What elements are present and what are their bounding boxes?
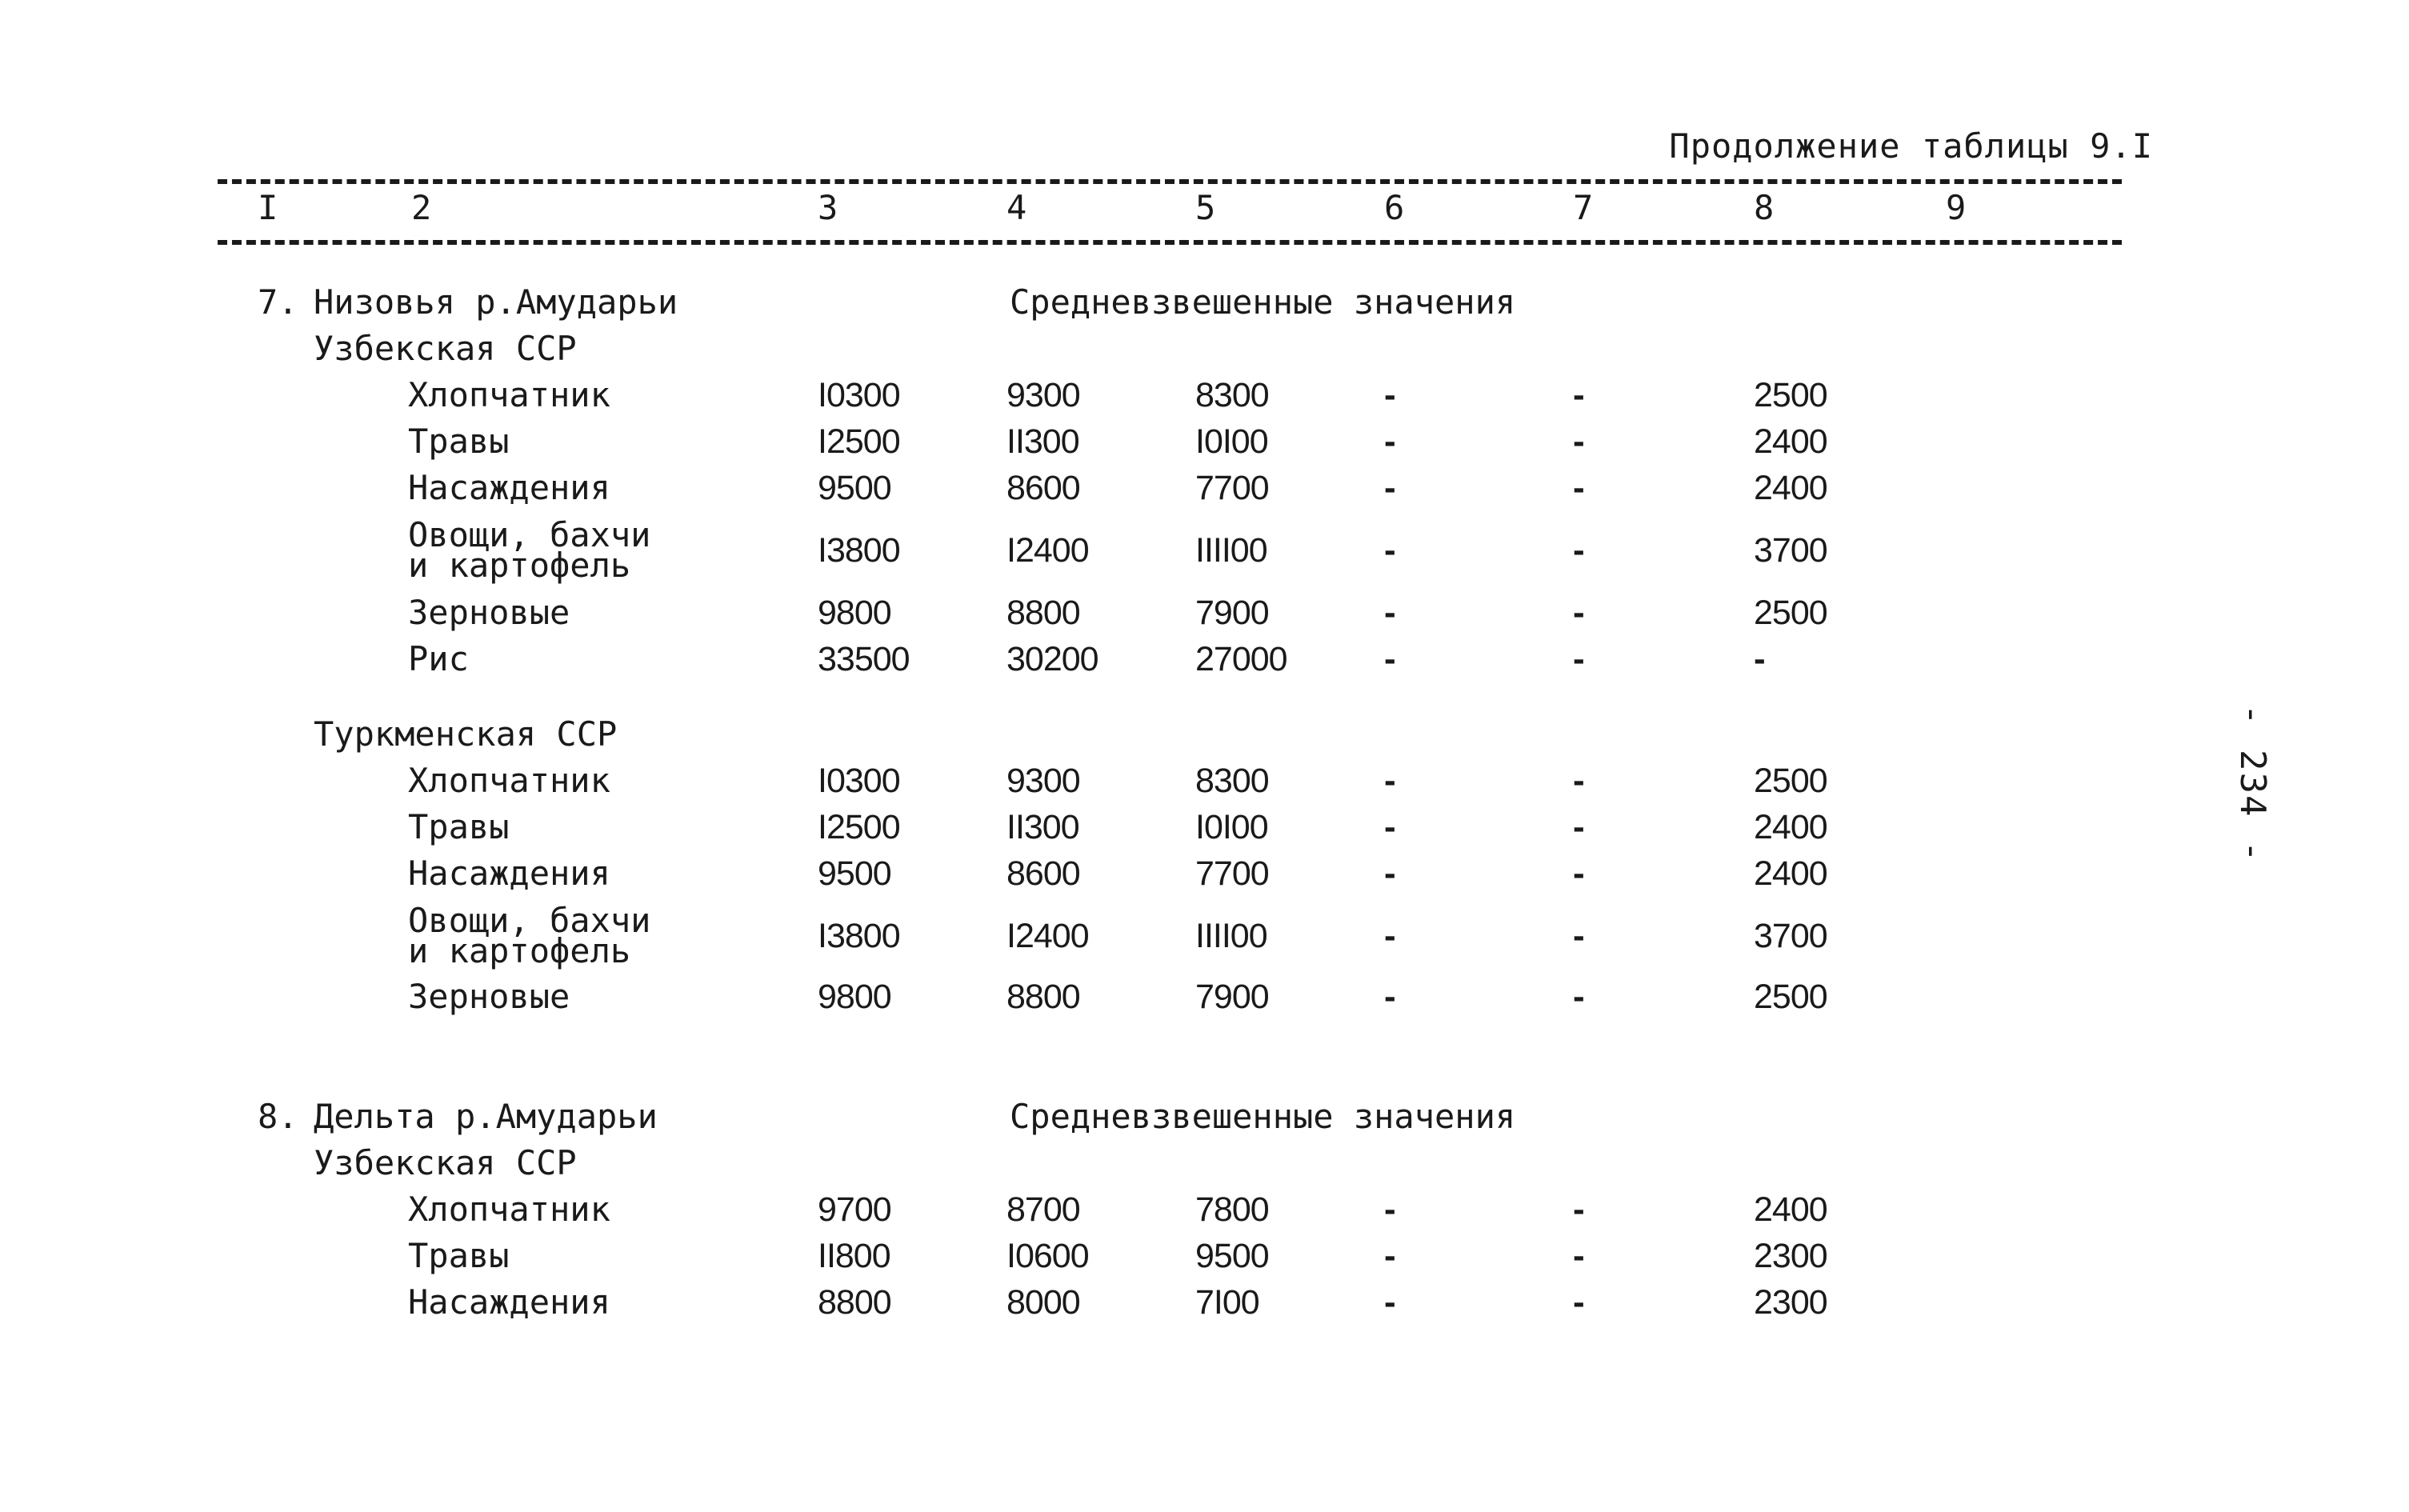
cell-col-4: 8800 [1006, 978, 1080, 1016]
cell-col-6: - [1384, 854, 1396, 893]
section-number: 8. [258, 1097, 298, 1136]
cell-col-5: 7900 [1195, 594, 1269, 632]
cell-col-8: 2400 [1754, 854, 1827, 893]
cell-col-4: I0600 [1006, 1237, 1089, 1275]
table-row [0, 1234, 2409, 1278]
cell-col-5: I0I00 [1195, 808, 1268, 846]
crop-name [408, 901, 651, 970]
crop-name: Насаждения [408, 468, 610, 507]
column-header-row [0, 186, 2409, 230]
table-row [0, 901, 2409, 970]
cell-col-6: - [1384, 977, 1396, 1016]
crop-name-line-1: Овощи, бахчи [408, 901, 651, 940]
table-row [0, 974, 2409, 1019]
cell-col-4: 9300 [1006, 762, 1080, 800]
table-row [0, 851, 2409, 896]
cell-col-7: - [1573, 807, 1585, 846]
cell-col-5: 8300 [1195, 376, 1269, 414]
section-note: Средневзвешенные значения [1010, 282, 1516, 322]
cell-col-4: 8800 [1006, 594, 1080, 632]
cell-col-8: 2400 [1754, 469, 1827, 507]
crop-name-line-2: и картофель [408, 931, 631, 970]
cell-col-8: 3700 [1754, 531, 1827, 570]
section-heading [0, 280, 2409, 325]
cell-col-6: - [1384, 375, 1396, 414]
table-row [0, 758, 2409, 803]
page-number: - 234 - [2232, 704, 2273, 864]
cell-col-7: - [1573, 639, 1585, 678]
cell-col-7: - [1573, 593, 1585, 632]
crop-name: Зерновые [408, 593, 570, 632]
cell-col-8: - [1754, 639, 1766, 678]
cell-col-8: 2400 [1754, 808, 1827, 846]
column-header-7: 7 [1573, 188, 1594, 227]
cell-col-7: - [1573, 977, 1585, 1016]
cell-col-4: II300 [1006, 422, 1079, 461]
column-header-8: 8 [1754, 188, 1775, 227]
cell-col-8: 2500 [1754, 978, 1827, 1016]
crop-name: Хлопчатник [408, 761, 610, 800]
cell-col-5: 7800 [1195, 1190, 1269, 1229]
table-row [0, 515, 2409, 585]
cell-col-6: - [1384, 1236, 1396, 1275]
crop-name-line-1: Овощи, бахчи [408, 515, 651, 554]
cell-col-3: I3800 [818, 531, 900, 570]
cell-col-4: II300 [1006, 808, 1079, 846]
table-row [0, 637, 2409, 682]
cell-col-6: - [1384, 468, 1396, 507]
cell-col-8: 2500 [1754, 376, 1827, 414]
section-number: 7. [258, 282, 298, 322]
cell-col-7: - [1573, 422, 1585, 461]
cell-col-6: - [1384, 1190, 1396, 1229]
cell-col-7: - [1573, 761, 1585, 800]
column-header-5: 5 [1195, 188, 1216, 227]
cell-col-3: 9500 [818, 854, 891, 893]
cell-col-5: 7700 [1195, 854, 1269, 893]
table-row [0, 466, 2409, 510]
cell-col-5: 27000 [1195, 640, 1287, 678]
crop-name: Травы [408, 422, 510, 461]
cell-col-7: - [1573, 1190, 1585, 1229]
group-heading [0, 1141, 2409, 1186]
cell-col-5: 8300 [1195, 762, 1269, 800]
cell-col-8: 3700 [1754, 917, 1827, 955]
cell-col-8: 2500 [1754, 762, 1827, 800]
header-top-rule [218, 179, 2122, 184]
cell-col-3: 9500 [818, 469, 891, 507]
column-header-3: 3 [818, 188, 838, 227]
cell-col-5: 7I00 [1195, 1283, 1259, 1322]
cell-col-3: I0300 [818, 376, 900, 414]
cell-col-3: 8800 [818, 1283, 891, 1322]
cell-col-4: 8600 [1006, 854, 1080, 893]
group-name: Узбекская ССР [314, 329, 577, 368]
crop-name-line-2: и картофель [408, 546, 631, 585]
cell-col-6: - [1384, 916, 1396, 955]
table-row [0, 1280, 2409, 1325]
cell-col-7: - [1573, 916, 1585, 955]
cell-col-7: - [1573, 1236, 1585, 1275]
column-header-6: 6 [1384, 188, 1405, 227]
group-name: Узбекская ССР [314, 1143, 577, 1182]
cell-col-3: 33500 [818, 640, 910, 678]
table-caption: Продолжение таблицы 9.I [1669, 126, 2153, 166]
cell-col-6: - [1384, 422, 1396, 461]
cell-col-4: 8600 [1006, 469, 1080, 507]
crop-name: Хлопчатник [408, 1190, 610, 1229]
header-bottom-rule [218, 240, 2122, 245]
table-row [0, 805, 2409, 850]
cell-col-7: - [1573, 1282, 1585, 1322]
column-header-2: 2 [411, 188, 432, 227]
cell-col-3: I2500 [818, 808, 900, 846]
cell-col-7: - [1573, 530, 1585, 570]
crop-name: Травы [408, 1236, 510, 1275]
cell-col-5: 7700 [1195, 469, 1269, 507]
group-name: Туркменская ССР [314, 714, 618, 754]
column-header-4: 4 [1006, 188, 1027, 227]
cell-col-8: 2300 [1754, 1283, 1827, 1322]
cell-col-4: 9300 [1006, 376, 1080, 414]
cell-col-4: 30200 [1006, 640, 1098, 678]
cell-col-5: 7900 [1195, 978, 1269, 1016]
cell-col-3: 9800 [818, 594, 891, 632]
section-heading [0, 1094, 2409, 1139]
cell-col-6: - [1384, 593, 1396, 632]
cell-col-8: 2400 [1754, 1190, 1827, 1229]
cell-col-6: - [1384, 639, 1396, 678]
cell-col-3: I3800 [818, 917, 900, 955]
section-name: Низовья р.Амударьи [314, 282, 678, 322]
cell-col-4: I2400 [1006, 917, 1089, 955]
cell-col-4: 8700 [1006, 1190, 1080, 1229]
table-row [0, 1187, 2409, 1232]
cell-col-5: IIII00 [1195, 917, 1267, 955]
crop-name: Зерновые [408, 977, 570, 1016]
section-note: Средневзвешенные значения [1010, 1097, 1516, 1136]
cell-col-3: 9700 [818, 1190, 891, 1229]
table-row [0, 373, 2409, 418]
cell-col-5: I0I00 [1195, 422, 1268, 461]
cell-col-5: IIII00 [1195, 531, 1267, 570]
crop-name: Насаждения [408, 854, 610, 893]
group-heading [0, 712, 2409, 757]
cell-col-8: 2400 [1754, 422, 1827, 461]
cell-col-6: - [1384, 761, 1396, 800]
cell-col-7: - [1573, 854, 1585, 893]
cell-col-8: 2500 [1754, 594, 1827, 632]
group-heading [0, 326, 2409, 371]
cell-col-7: - [1573, 468, 1585, 507]
crop-name: Рис [408, 639, 469, 678]
cell-col-3: II800 [818, 1237, 890, 1275]
cell-col-3: 9800 [818, 978, 891, 1016]
cell-col-6: - [1384, 1282, 1396, 1322]
cell-col-6: - [1384, 530, 1396, 570]
table-row [0, 419, 2409, 464]
cell-col-4: 8000 [1006, 1283, 1080, 1322]
cell-col-6: - [1384, 807, 1396, 846]
cell-col-3: I0300 [818, 762, 900, 800]
table-row [0, 590, 2409, 635]
column-header-1: I [258, 188, 278, 227]
cell-col-7: - [1573, 375, 1585, 414]
cell-col-4: I2400 [1006, 531, 1089, 570]
column-header-9: 9 [1946, 188, 1967, 227]
crop-name: Хлопчатник [408, 375, 610, 414]
crop-name: Насаждения [408, 1282, 610, 1322]
cell-col-5: 9500 [1195, 1237, 1269, 1275]
section-name: Дельта р.Амударьи [314, 1097, 658, 1136]
crop-name [408, 515, 651, 585]
crop-name: Травы [408, 807, 510, 846]
cell-col-8: 2300 [1754, 1237, 1827, 1275]
cell-col-3: I2500 [818, 422, 900, 461]
